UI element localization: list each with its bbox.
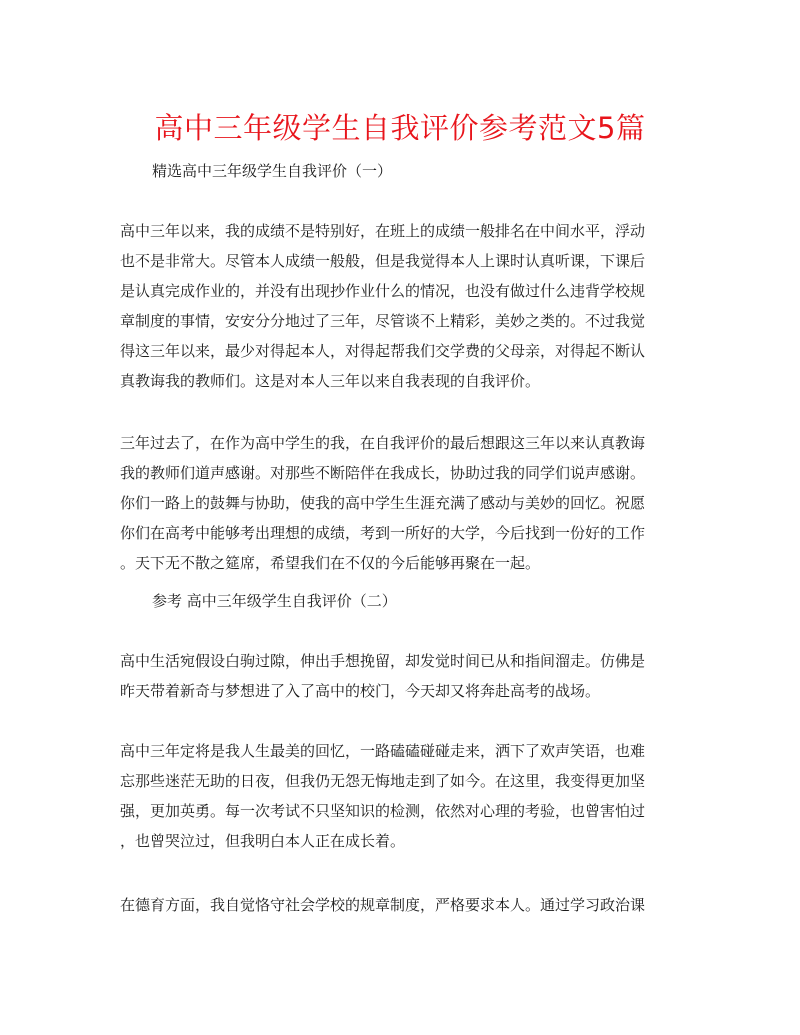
paragraph-line: 强，更加英勇。每一次考试不只坚知识的检测，依然对心理的考验，也曾害怕过 [120,802,646,820]
section-heading-2: 参考 高中三年级学生自我评价（二） [152,592,397,610]
paragraph-line: 我的教师们道声感谢。对那些不断陪伴在我成长，协助过我的同学们说声感谢。 [120,464,646,482]
paragraph-line: 忘那些迷茫无助的日夜，但我仍无怨无悔地走到了如今。在这里，我变得更加坚 [120,772,646,790]
paragraph-line: 三年过去了，在作为高中学生的我，在自我评价的最后想跟这三年以来认真教诲 [120,434,646,452]
paragraph-line: 是认真完成作业的，并没有出现抄作业什么的情况，也没有做过什么违背学校规 [120,282,646,300]
paragraph-4 [120,736,680,856]
paragraph-5 [120,890,680,920]
document-title: 高中三年级学生自我评价参考范文5篇 [154,111,646,145]
paragraph-line: 高中三年以来，我的成绩不是特别好，在班上的成绩一般排名在中间水平，浮动 [120,222,646,240]
paragraph-line: 章制度的事情，安安分分地过了三年，尽管谈不上精彩，美妙之类的。不过我觉 [120,312,646,330]
paragraph-1 [120,216,680,396]
paragraph-line: 得这三年以来，最少对得起本人，对得起帮我们交学费的父母亲，对得起不断认 [120,342,646,360]
paragraph-line: 。天下无不散之筵席，希望我们在不仅的今后能够再聚在一起。 [120,554,541,572]
paragraph-line: 高中生活宛假设白驹过隙，伸出手想挽留，却发觉时间已从和指间溜走。仿佛是 [120,652,646,670]
section-heading-1: 精选高中三年级学生自我评价（一） [152,162,393,180]
paragraph-line: 在德育方面，我自觉恪守社会学校的规章制度，严格要求本人。通过学习政治课 [120,896,646,914]
paragraph-line: 高中三年定将是我人生最美的回忆，一路磕磕碰碰走来，洒下了欢声笑语，也难 [120,742,646,760]
paragraph-line: 你们一路上的鼓舞与协助，使我的高中学生生涯充满了感动与美妙的回忆。祝愿 [120,494,646,512]
paragraph-line: 也不是非常大。尽管本人成绩一般般，但是我觉得本人上课时认真听课，下课后 [120,252,646,270]
paragraph-3 [120,646,680,706]
paragraph-2 [120,428,680,578]
paragraph-line: 昨天带着新奇与梦想进了入了高中的校门，今天却又将奔赴高考的战场。 [120,682,601,700]
paragraph-line: ，也曾哭泣过，但我明白本人正在成长着。 [120,832,406,850]
paragraph-line: 真教诲我的教师们。这是对本人三年以来自我表现的自我评价。 [120,372,541,390]
paragraph-line: 你们在高考中能够考出理想的成绩，考到一所好的大学，今后找到一份好的工作 [120,524,646,542]
